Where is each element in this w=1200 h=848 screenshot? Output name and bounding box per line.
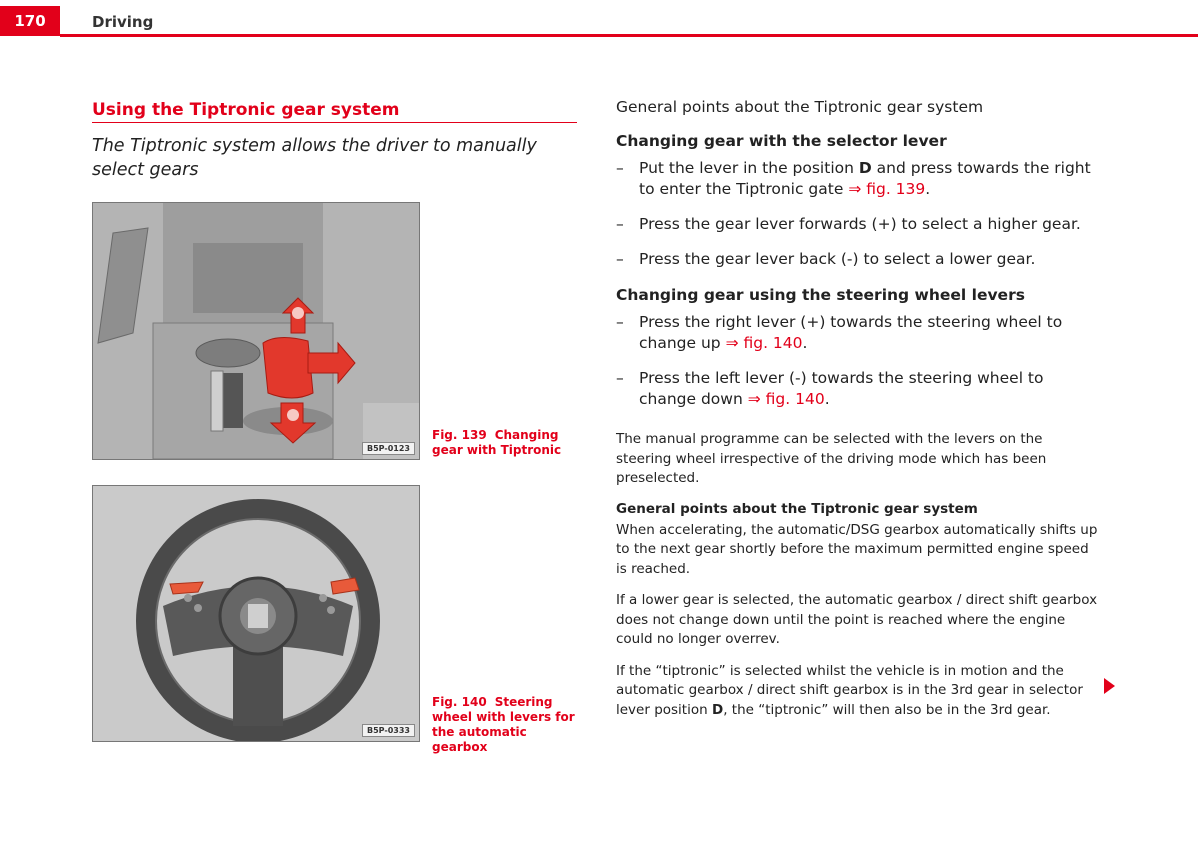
list-item	[616, 158, 1101, 200]
figure-reference-link[interactable]: ⇒ fig. 140	[725, 334, 803, 352]
list-dash: –	[616, 250, 624, 268]
figure-caption-text: Steering wheel with levers for the automatic gearbox	[432, 695, 575, 754]
list-item-text: Press the left lever (-) towards the steering wheel to change down ⇒ fig. 140.	[639, 369, 1044, 408]
section-title: Using the Tiptronic gear system	[92, 100, 400, 120]
list-item	[616, 249, 1101, 270]
list-item-text: Put the lever in the position D and press towards the right to enter the Tiptronic gate ⇒ fig. 139.	[639, 159, 1091, 198]
note-paragraph: The manual programme can be selected with the levers on the steering wheel irrespective of the driving mode which has been preselected.	[616, 431, 1047, 486]
figure-139-gear-lever	[92, 202, 420, 460]
list-dash: –	[616, 369, 624, 387]
running-header: Driving	[92, 13, 154, 31]
list-dash: –	[616, 215, 624, 233]
figure-reference-link[interactable]: ⇒ fig. 140	[747, 390, 825, 408]
subheading-general-points: General points about the Tiptronic gear system	[616, 500, 978, 517]
figure-caption-text: Changing gear with Tiptronic	[432, 428, 562, 457]
subheading-selector-lever: Changing gear with the selector lever	[616, 132, 947, 150]
right-column	[616, 98, 1101, 732]
figure-code: B5P-0333	[362, 724, 415, 737]
list-dash: –	[616, 313, 624, 331]
figure-number: Fig. 139	[432, 428, 487, 442]
gear-lever-illustration	[93, 203, 419, 459]
list-item	[616, 312, 1101, 354]
list-item	[616, 368, 1101, 410]
next-page-arrow-icon	[1104, 678, 1115, 694]
list-item	[616, 214, 1101, 235]
paragraph: If the “tiptronic” is selected whilst the vehicle is in motion and the automatic gearbox / direct shift gearbox is in the 3rd gear in selector lever position D, the “tiptronic” will then also be in the 3rd gear.	[616, 662, 1083, 718]
list-item-text: Press the gear lever back (-) to select a lower gear.	[639, 250, 1036, 268]
steering-wheel-illustration	[93, 486, 419, 741]
figure-140-steering-wheel	[92, 485, 420, 742]
list-dash: –	[616, 159, 624, 177]
paragraph: When accelerating, the automatic/DSG gearbox automatically shifts up to the next gear shortly before the maximum permitted engine speed is reached.	[616, 521, 1098, 577]
list-item-text: Press the gear lever forwards (+) to select a higher gear.	[639, 215, 1081, 233]
page-number: 170	[0, 6, 60, 36]
figure-number: Fig. 140	[432, 695, 487, 709]
figure-reference-link[interactable]: ⇒ fig. 139	[848, 180, 926, 198]
section-intro: The Tiptronic system allows the driver to manually select gears	[92, 136, 537, 180]
figure-139-caption	[432, 428, 582, 458]
figure-140-caption	[432, 695, 582, 755]
header-divider	[60, 34, 1198, 37]
right-intro: General points about the Tiptronic gear system	[616, 98, 984, 116]
paragraph: If a lower gear is selected, the automatic gearbox / direct shift gearbox does not change down until the point is reached where the engine could no longer overrev.	[616, 592, 1098, 647]
figure-code: B5P-0123	[362, 442, 415, 455]
section-title-rule	[92, 122, 577, 123]
subheading-steering-levers: Changing gear using the steering wheel levers	[616, 286, 1025, 304]
list-item-text: Press the right lever (+) towards the steering wheel to change up ⇒ fig. 140.	[639, 313, 1063, 352]
